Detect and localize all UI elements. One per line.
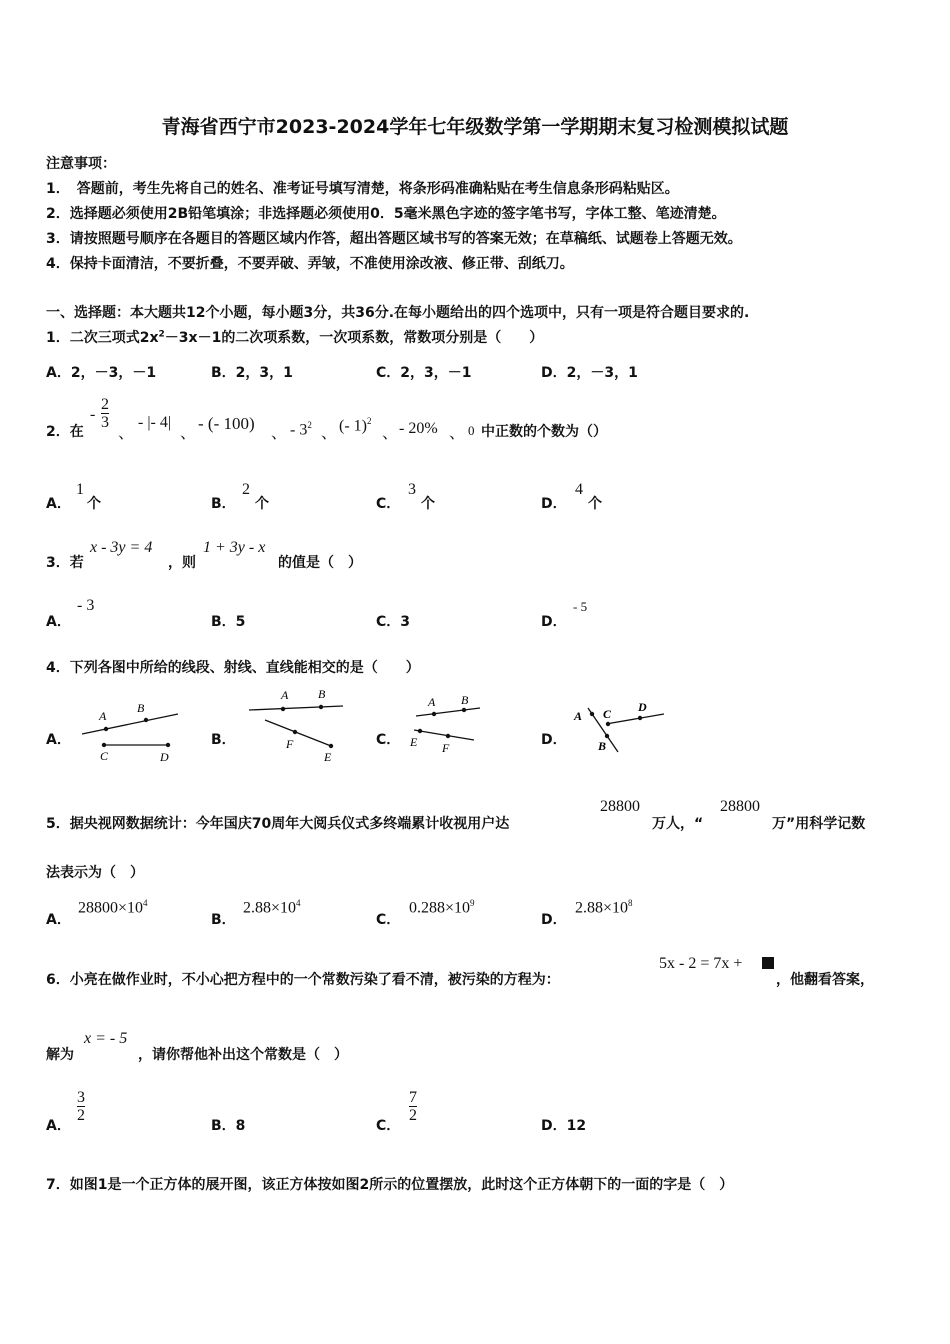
q5-num1: 28800 xyxy=(600,798,640,815)
label-b: B xyxy=(461,694,469,707)
label-d: D xyxy=(160,750,169,764)
q1-expr-b: －3x－1 xyxy=(164,330,222,346)
q6-option-d: D．12 xyxy=(541,1118,587,1134)
point-e xyxy=(329,744,333,748)
label-a: A xyxy=(574,709,583,723)
q6-post: ，他翻看答案， xyxy=(776,972,874,988)
q6-c-num: 7 xyxy=(409,1089,417,1106)
q5-num2: 28800 xyxy=(720,798,760,815)
q5-opt-d-base: 2.88×10 xyxy=(575,899,629,917)
point-b xyxy=(462,708,466,712)
q4-figure-d xyxy=(568,694,668,758)
q2-pow1-base: - 3 xyxy=(290,421,308,439)
q2-unit-a: 个 xyxy=(87,496,101,512)
label-e: E xyxy=(324,750,332,764)
label-e: E xyxy=(410,735,418,749)
page-title: 青海省西宁市2023-2024学年七年级数学第一学期期末复习检测模拟试题 xyxy=(161,116,789,138)
q1-option-c: C．2，3，－1 xyxy=(376,365,472,381)
q2-pre: 2．在 xyxy=(46,424,84,440)
point-b xyxy=(144,718,148,722)
q2-label-d: D． xyxy=(541,496,567,512)
q1-post: 的二次项系数，一次项系数，常数项分别是（ ） xyxy=(221,330,544,346)
q2-frac-den: 3 xyxy=(101,414,109,431)
point-d xyxy=(166,743,170,747)
q5-opt-c-exp: 9 xyxy=(470,898,475,908)
q5-opt-b-base: 2.88×10 xyxy=(243,899,297,917)
point-f xyxy=(446,734,450,738)
q2-value-b: 2 xyxy=(242,481,250,498)
q1-pre: 1．二次三项式 xyxy=(46,330,140,346)
point-a xyxy=(590,712,594,716)
q5-label-c: C． xyxy=(376,912,401,928)
q6-a-num: 3 xyxy=(77,1089,85,1106)
q3-value-d: - 5 xyxy=(573,599,588,614)
q5-mid1: 万人，“ xyxy=(652,816,704,832)
notes-heading: 注意事项： xyxy=(46,156,116,172)
label-b: B xyxy=(137,701,145,715)
q1-expr-exp: 2 xyxy=(158,329,165,340)
line-ab xyxy=(82,714,178,734)
q3-pre: 3．若 xyxy=(46,555,84,571)
q1-option-d: D．2，－3，1 xyxy=(541,365,638,381)
q5-label-b: B． xyxy=(211,912,236,928)
note-item-3: 3．请按照题号顺序在各题目的答题区域内作答，超出答题区域书写的答案无效；在草稿纸、试题卷上答题无效。 xyxy=(46,231,742,247)
q7-text: 7．如图1是一个正方体的展开图，该正方体按如图2所示的位置摆放，此时这个正方体朝下的一面的字是（ ） xyxy=(46,1177,734,1193)
point-c xyxy=(102,743,106,747)
q5-opt-c-base: 0.288×10 xyxy=(409,899,471,917)
label-d: D xyxy=(638,700,647,714)
smudge-square-icon xyxy=(762,957,774,969)
q2-post: 中正数的个数为（） xyxy=(481,424,607,440)
q6-line2-post: ，请你帮他补出这个常数是（ ） xyxy=(138,1047,348,1063)
q2-label-a: A． xyxy=(46,496,71,512)
q6-equation: 5x - 2 = 7x + xyxy=(659,955,743,972)
q5-option-a xyxy=(78,898,148,917)
q2-sep-1: 、 xyxy=(118,425,135,442)
point-a xyxy=(104,727,108,731)
q6-c-den: 2 xyxy=(409,1107,417,1124)
q2-sep-3: 、 xyxy=(271,425,288,442)
q2-unit-c: 个 xyxy=(421,496,435,512)
q4-figure-a xyxy=(74,698,184,766)
q6-fraction-c xyxy=(409,1089,417,1124)
q1-option-a: A．2，－3，－1 xyxy=(46,365,157,381)
q5-opt-d-exp: 8 xyxy=(628,898,633,908)
line-ab xyxy=(249,706,343,710)
q5-line2: 法表示为（ ） xyxy=(46,865,144,881)
q5-option-b xyxy=(243,898,301,917)
label-a: A xyxy=(281,688,289,702)
q5-mid2: 万”用科学记数 xyxy=(772,816,866,832)
label-c: C xyxy=(100,749,109,763)
q2-pow1 xyxy=(290,420,312,439)
q5-opt-a-exp: 4 xyxy=(143,898,148,908)
label-a: A xyxy=(99,709,107,723)
point-d xyxy=(638,716,642,720)
q2-label-c: C． xyxy=(376,496,401,512)
q3-option-b: B．5 xyxy=(211,614,246,630)
q4-figure-b xyxy=(243,684,348,766)
q2-percent: - 20% xyxy=(399,420,438,437)
q5-opt-b-exp: 4 xyxy=(296,898,301,908)
note-item-2: 2．选择题必须使用2B铅笔填涂；非选择题必须使用0．5毫米黑色字迹的签字笔书写，字体工整、笔迹清楚。 xyxy=(46,206,726,222)
q3-option-c: C．3 xyxy=(376,614,411,630)
ray-ab xyxy=(416,708,480,716)
note-item-4: 4．保持卡面清洁，不要折叠，不要弄破、弄皱，不准使用涂改液、修正带、刮纸刀。 xyxy=(46,256,574,272)
q2-neg-paren: - (- 100) xyxy=(198,414,255,433)
question-1 xyxy=(46,327,543,347)
label-b: B xyxy=(598,739,607,753)
q6-solution: x = - 5 xyxy=(84,1030,128,1047)
q6-line2-pre: 解为 xyxy=(46,1047,74,1063)
ray-ef xyxy=(414,730,474,740)
q2-neg-sign: - xyxy=(90,406,96,423)
q4-label-a: A． xyxy=(46,732,71,748)
q6-pre: 6．小亮在做作业时，不小心把方程中的一个常数污染了看不清，被污染的方程为： xyxy=(46,972,560,988)
q2-frac-num: 2 xyxy=(101,396,109,413)
ray-cd xyxy=(606,714,664,724)
q5-pre: 5．据央视网数据统计：今年国庆70周年大阅兵仪式多终端累计收视用户达 xyxy=(46,816,510,832)
q2-pow2 xyxy=(339,416,371,435)
note-item-1: 1． 答题前，考生先将自己的姓名、准考证号填写清楚，将条形码准确粘贴在考生信息条形码粘贴区。 xyxy=(46,181,679,197)
point-f xyxy=(293,730,297,734)
q5-label-d: D． xyxy=(541,912,567,928)
q2-sep-2: 、 xyxy=(180,425,197,442)
q1-expr-a: 2x xyxy=(139,330,159,346)
q5-option-c xyxy=(409,898,475,917)
q2-sep-5: 、 xyxy=(382,425,399,442)
q3-condition: x - 3y = 4 xyxy=(90,539,153,556)
q2-label-b: B． xyxy=(211,496,236,512)
ray-fe xyxy=(265,720,331,746)
q6-label-c: C． xyxy=(376,1118,401,1134)
q3-label-a: A． xyxy=(46,614,71,630)
point-a xyxy=(281,707,285,711)
q1-option-b: B．2，3，1 xyxy=(211,365,293,381)
q5-option-d xyxy=(575,898,633,917)
q3-expression: 1 + 3y - x xyxy=(203,539,266,556)
q2-pow2-exp: 2 xyxy=(366,416,372,426)
q6-label-a: A． xyxy=(46,1118,71,1134)
q2-unit-b: 个 xyxy=(255,496,269,512)
q4-label-c: C． xyxy=(376,732,401,748)
label-c: C xyxy=(603,707,612,721)
q5-opt-a-base: 28800×10 xyxy=(78,899,144,917)
q2-pow1-exp: 2 xyxy=(307,420,312,430)
label-b: B xyxy=(318,687,326,701)
q3-value-a: - 3 xyxy=(77,597,95,614)
q4-text: 4．下列各图中所给的线段、射线、直线能相交的是（ ） xyxy=(46,660,420,676)
point-b xyxy=(319,705,323,709)
q3-mid: ，则 xyxy=(168,555,196,571)
point-a xyxy=(432,712,436,716)
q2-value-d: 4 xyxy=(575,481,583,498)
point-e xyxy=(418,729,422,733)
q4-figure-c xyxy=(404,694,486,758)
q6-a-den: 2 xyxy=(77,1107,85,1124)
q2-value-a: 1 xyxy=(76,481,84,498)
q6-fraction-a xyxy=(77,1089,85,1124)
q2-value-c: 3 xyxy=(408,481,416,498)
label-f: F xyxy=(286,737,294,751)
q2-zero: 0 xyxy=(468,423,475,438)
q2-sep-6: 、 xyxy=(449,425,466,442)
q6-option-b: B．8 xyxy=(211,1118,246,1134)
q2-fraction xyxy=(101,396,109,431)
label-f: F xyxy=(442,741,450,755)
point-b xyxy=(605,734,609,738)
q3-label-d: D． xyxy=(541,614,567,630)
label-a: A xyxy=(428,695,436,709)
q2-unit-d: 个 xyxy=(588,496,602,512)
q4-label-d: D． xyxy=(541,732,567,748)
section-heading: 一、选择题：本大题共12个小题，每小题3分，共36分.在每小题给出的四个选项中，只有一项是符合题目要求的. xyxy=(46,305,750,321)
q4-label-b: B． xyxy=(211,732,236,748)
q5-label-a: A． xyxy=(46,912,71,928)
q2-abs-expr: - |- 4| xyxy=(138,414,172,431)
q2-pow2-base: (- 1) xyxy=(339,417,367,435)
q3-post: 的值是（ ） xyxy=(278,555,362,571)
point-c xyxy=(606,722,610,726)
q2-sep-4: 、 xyxy=(321,425,338,442)
